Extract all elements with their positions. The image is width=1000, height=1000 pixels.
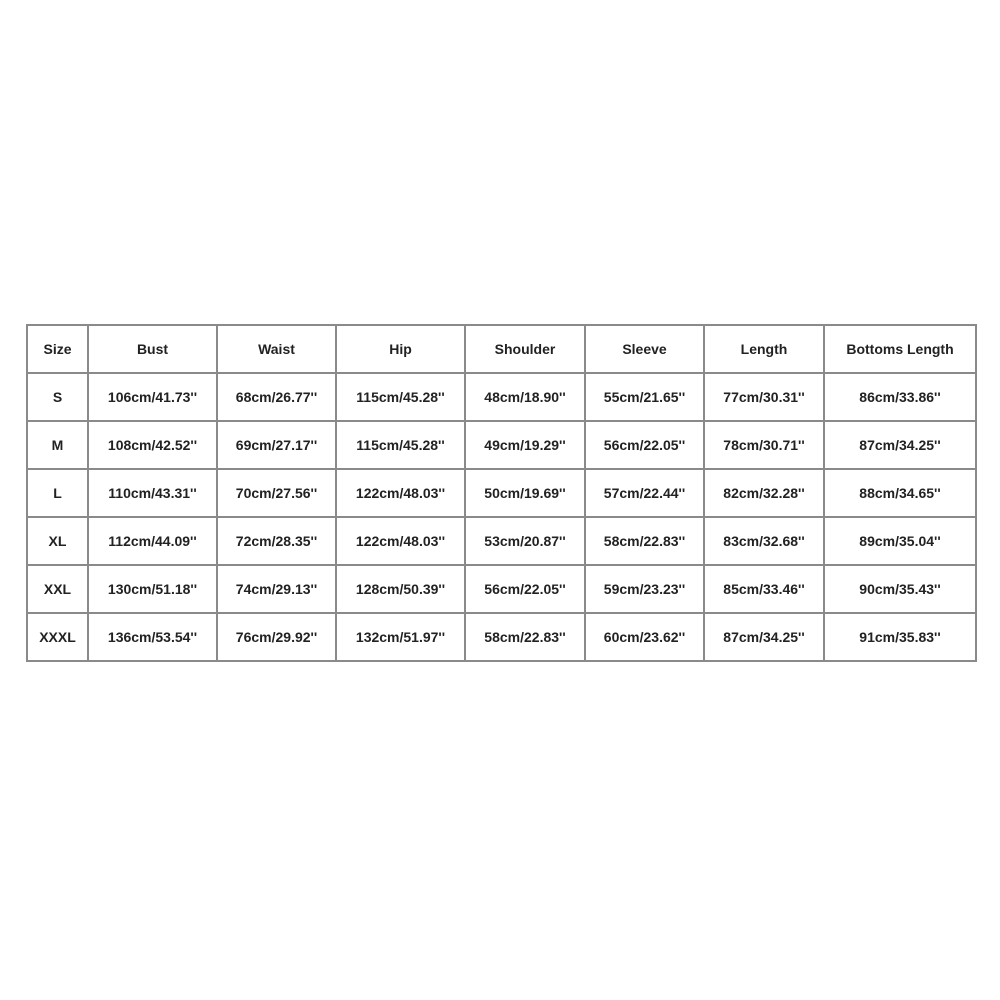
header-length: Length	[704, 325, 824, 373]
size-cell: M	[27, 421, 88, 469]
length-cell: 85cm/33.46''	[704, 565, 824, 613]
shoulder-cell: 49cm/19.29''	[465, 421, 585, 469]
hip-cell: 122cm/48.03''	[336, 517, 465, 565]
length-cell: 82cm/32.28''	[704, 469, 824, 517]
sleeve-cell: 56cm/22.05''	[585, 421, 704, 469]
size-cell: L	[27, 469, 88, 517]
header-size: Size	[27, 325, 88, 373]
hip-cell: 132cm/51.97''	[336, 613, 465, 661]
table-row	[27, 613, 976, 661]
size-chart-table	[26, 324, 977, 662]
bottoms-length-cell: 91cm/35.83''	[824, 613, 976, 661]
waist-cell: 74cm/29.13''	[217, 565, 336, 613]
table-row	[27, 421, 976, 469]
bottoms-length-cell: 88cm/34.65''	[824, 469, 976, 517]
bust-cell: 130cm/51.18''	[88, 565, 217, 613]
bottoms-length-cell: 87cm/34.25''	[824, 421, 976, 469]
sleeve-cell: 60cm/23.62''	[585, 613, 704, 661]
sleeve-cell: 58cm/22.83''	[585, 517, 704, 565]
waist-cell: 70cm/27.56''	[217, 469, 336, 517]
hip-cell: 122cm/48.03''	[336, 469, 465, 517]
table-row	[27, 469, 976, 517]
shoulder-cell: 48cm/18.90''	[465, 373, 585, 421]
shoulder-cell: 53cm/20.87''	[465, 517, 585, 565]
length-cell: 78cm/30.71''	[704, 421, 824, 469]
sleeve-cell: 55cm/21.65''	[585, 373, 704, 421]
header-waist: Waist	[217, 325, 336, 373]
shoulder-cell: 50cm/19.69''	[465, 469, 585, 517]
size-cell: XL	[27, 517, 88, 565]
header-shoulder: Shoulder	[465, 325, 585, 373]
header-sleeve: Sleeve	[585, 325, 704, 373]
size-cell: XXXL	[27, 613, 88, 661]
bust-cell: 112cm/44.09''	[88, 517, 217, 565]
bust-cell: 106cm/41.73''	[88, 373, 217, 421]
hip-cell: 115cm/45.28''	[336, 373, 465, 421]
table-row	[27, 373, 976, 421]
bust-cell: 110cm/43.31''	[88, 469, 217, 517]
bust-cell: 136cm/53.54''	[88, 613, 217, 661]
waist-cell: 69cm/27.17''	[217, 421, 336, 469]
waist-cell: 68cm/26.77''	[217, 373, 336, 421]
shoulder-cell: 58cm/22.83''	[465, 613, 585, 661]
table-row	[27, 517, 976, 565]
shoulder-cell: 56cm/22.05''	[465, 565, 585, 613]
sleeve-cell: 57cm/22.44''	[585, 469, 704, 517]
sleeve-cell: 59cm/23.23''	[585, 565, 704, 613]
header-hip: Hip	[336, 325, 465, 373]
size-cell: XXL	[27, 565, 88, 613]
waist-cell: 72cm/28.35''	[217, 517, 336, 565]
header-row	[27, 325, 976, 373]
table-row	[27, 565, 976, 613]
length-cell: 83cm/32.68''	[704, 517, 824, 565]
waist-cell: 76cm/29.92''	[217, 613, 336, 661]
length-cell: 87cm/34.25''	[704, 613, 824, 661]
bottoms-length-cell: 90cm/35.43''	[824, 565, 976, 613]
header-bottoms-length: Bottoms Length	[824, 325, 976, 373]
size-cell: S	[27, 373, 88, 421]
hip-cell: 128cm/50.39''	[336, 565, 465, 613]
bottoms-length-cell: 86cm/33.86''	[824, 373, 976, 421]
header-bust: Bust	[88, 325, 217, 373]
hip-cell: 115cm/45.28''	[336, 421, 465, 469]
bust-cell: 108cm/42.52''	[88, 421, 217, 469]
bottoms-length-cell: 89cm/35.04''	[824, 517, 976, 565]
length-cell: 77cm/30.31''	[704, 373, 824, 421]
